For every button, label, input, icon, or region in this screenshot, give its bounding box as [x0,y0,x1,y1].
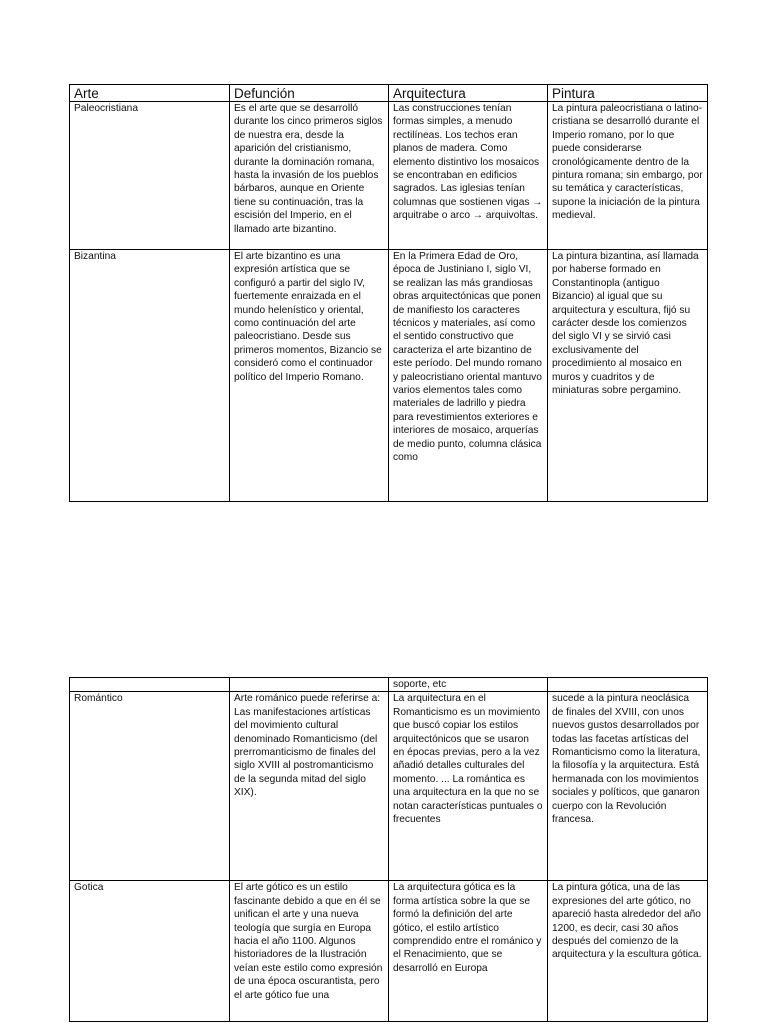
cell-arquitectura: soporte, etc [389,678,548,692]
cell-definicion [230,881,389,1022]
cell-pintura: sucede a la pintura neoclásica de finales del XVIII, con unos nuevos gustos desarrollados por todas las facetas artísticas del Romanticismo como la literatura, la filosofía y la arquitectura. Está hermanada con los movimientos sociales y políticos, que ganaron cuerpo con la Revolución francesa. [548,692,708,881]
cell-text: En la Primera Edad de Oro, época de Justiniano I, siglo VI, se realizan las más grandiosas obras arquitectónicas que ponen de manifiesto los caracteres técnicos y materiales, así como el sentido constructivo que caracteriza el arte bizantino de este período. Del mundo romano y paleocristiano oriental mantuvo varios elementos tales como materiales de ladrillo y piedra para revestimientos exteriores e interiores de mosaico, arquerías de medio punto, columna clásica como [393,251,542,464]
cell-pintura: La pintura gótica, una de las expresiones del arte gótico, no apareció hasta alrededor del año 1200, es decir, casi 30 años después del comienzo de la arquitectura y la escultura gótica. [548,881,708,1022]
header-arte: Arte [70,85,230,102]
header-pintura: Pintura [548,85,708,102]
cell-arte [70,678,230,692]
cell-definicion: Arte románico puede referirse a: Las manifestaciones artísticas del movimiento cultural denominado Romanticismo (del prerromanticismo de finales del siglo XVIII al postromanticismo de la segunda mitad del siglo XIX). [230,692,389,881]
table-row-paleocristiana [70,102,708,250]
cell-arquitectura: La arquitectura gótica es la forma artística sobre la que se formó la definición del arte gótico, el estilo artístico comprendido entre el románico y el Renacimiento, que se desarrolló en Europa [389,881,548,1022]
art-table-page-1 [69,84,708,502]
cell-text: El arte gótico es un estilo fascinante debido a que en él se unifican el arte y una nueva teología que surgía en Europa hacia el año 1100. Algunos historiadores de la Ilustración veían este estilo como expresión de una época oscurantista, pero el arte gótico fue una [234,882,383,1001]
table-row-continuation [70,678,708,692]
cell-definicion: El arte bizantino es una expresión artística que se configuró a partir del siglo IV, fuertemente enraizada en el mundo helenístico y oriental, como continuación del arte paleocristiano. Desde sus primeros momentos, Bizancio se consideró como el continuador político del Imperio Romano. [230,250,389,502]
cell-arte: Paleocristiana [70,102,230,250]
art-table-page-2 [69,677,708,1022]
cell-arquitectura [389,250,548,502]
cell-pintura: La pintura paleocristiana o latino-cristiana se desarrolló durante el Imperio romano, por lo que puede considerarse cronológicamente dentro de la pintura romana; sin embargo, por su temática y características, supone la iniciación de la pintura medieval. [548,102,708,250]
cell-pintura: La pintura bizantina, así llamada por haberse formado en Constantinopla (antiguo Bizancio) al igual que su arquitectura y escultura, fijó su carácter desde los comienzos del siglo VI y se sirvió casi exclusivamente del procedimiento al mosaico en muros y cuadritos y de miniaturas sobre pergamino. [548,250,708,502]
cell-arte: Gotica [70,881,230,1022]
cell-arte: Romántico [70,692,230,881]
header-definicion: Defunción [230,85,389,102]
table-row-romantico [70,692,708,881]
cell-arquitectura: La arquitectura en el Romanticismo es un movimiento que buscó copiar los estilos arquitectónicos que se usaron en épocas previas, pero a la vez añadió detalles culturales del momento. ... La romántica es una arquitectura en la que no se notan características puntuales o frecuentes [389,692,548,881]
cell-arte: Bizantina [70,250,230,502]
header-arquitectura: Arquitectura [389,85,548,102]
cell-definicion [230,678,389,692]
header-row [70,85,708,102]
table-row-bizantina [70,250,708,502]
cell-definicion: Es el arte que se desarrolló durante los cinco primeros siglos de nuestra era, desde la aparición del cristianismo, durante la dominación romana, hasta la invasión de los pueblos bárbaros, aunque en Oriente tiene su continuación, tras la escisión del Imperio, en el llamado arte bizantino. [230,102,389,250]
table-row-gotica [70,881,708,1022]
cell-arquitectura: Las construcciones tenían formas simples, a menudo rectilíneas. Los techos eran planos de madera. Como elemento distintivo los mosaicos se encontraban en edificios sagrados. Las iglesias tenían columnas que sostienen vigas → arquitrabe o arco → arquivoltas. [389,102,548,250]
cell-pintura [548,678,708,692]
